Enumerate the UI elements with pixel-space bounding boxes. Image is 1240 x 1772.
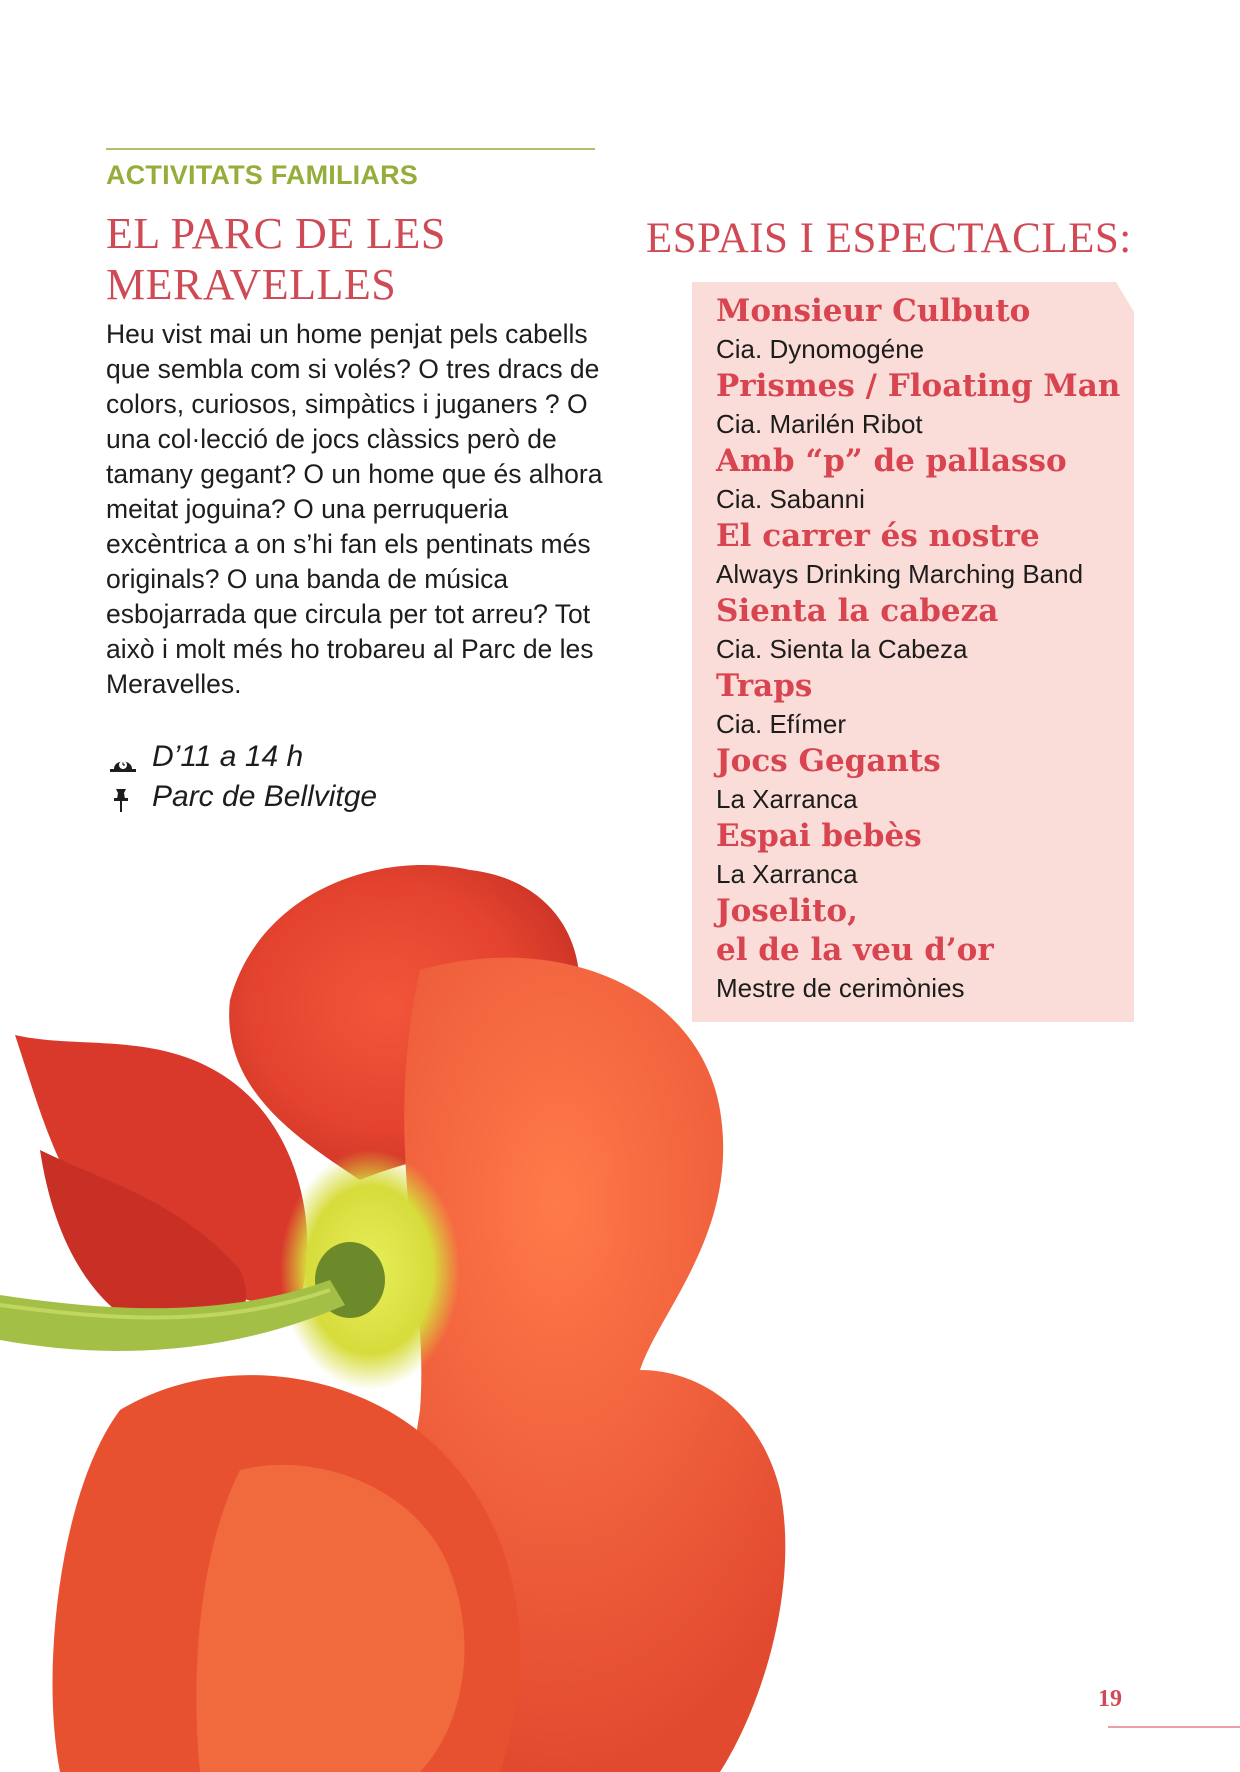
show-company: Cia. Sienta la Cabeza [716,634,968,664]
show-title: El carrer és nostre [716,518,1040,554]
show-company: Cia. Dynomogéne [716,334,925,364]
top-divider [106,148,595,150]
show-title: Traps [716,668,813,704]
footer-divider [1108,1726,1240,1728]
list-item [716,592,1136,667]
list-item [716,742,1136,817]
show-title-line2: el de la veu d’or [716,932,994,968]
show-company: Cia. Efímer [716,709,847,739]
event-place-text: Parc de Bellvitge [152,780,378,813]
show-company: Cia. Marilén Ribot [716,409,923,439]
list-item [716,442,1136,517]
event-time [106,740,303,774]
list-item [716,292,1136,367]
event-place [106,780,377,814]
list-item [716,667,1136,742]
pin-icon [106,787,140,809]
poppy-flower-illustration [0,850,880,1772]
show-title: Monsieur Culbuto [716,293,1031,329]
section-label: ACTIVITATS FAMILIARS [106,160,418,190]
event-title-line2: MERAVELLES [106,260,397,309]
event-title [106,208,586,310]
list-item [716,367,1136,442]
show-title: Jocs Gegants [716,743,941,779]
shows-heading: ESPAIS I ESPECTACLES: [646,215,1132,262]
show-company: Mestre de cerimònies [716,973,965,1003]
event-time-text: D’11 a 14 h [152,740,304,773]
show-title: Prismes / Floating Man [716,368,1121,404]
show-title: Espai bebès [716,818,922,854]
show-company: Always Drinking Marching Band [716,559,1084,589]
show-company: La Xarranca [716,784,858,814]
clock-hat-icon [106,747,140,769]
show-title: Amb “p” de pallasso [716,443,1067,479]
page-number: 19 [1098,1686,1122,1712]
event-description: Heu vist mai un home penjat pels cabells que sembla com si volés? O tres dracs de colors, curiosos, simpàtics i juganers ? O una col·lecció de jocs clàssics però de tamany gegant? O un home que és alhora meitat joguina? O una perruqueria excèntrica a on s’hi fan els pentinats més originals? O una banda de música esbojarrada que circula per tot arreu? Tot això i molt més ho trobareu al Parc de les Meravelles. [106,319,603,699]
show-title: Sienta la cabeza [716,593,999,629]
show-company: La Xarranca [716,859,858,889]
show-company: Cia. Sabanni [716,484,865,514]
list-item [716,517,1136,592]
show-title: Joselito, [716,893,858,929]
event-title-line1: EL PARC DE LES [106,209,446,258]
